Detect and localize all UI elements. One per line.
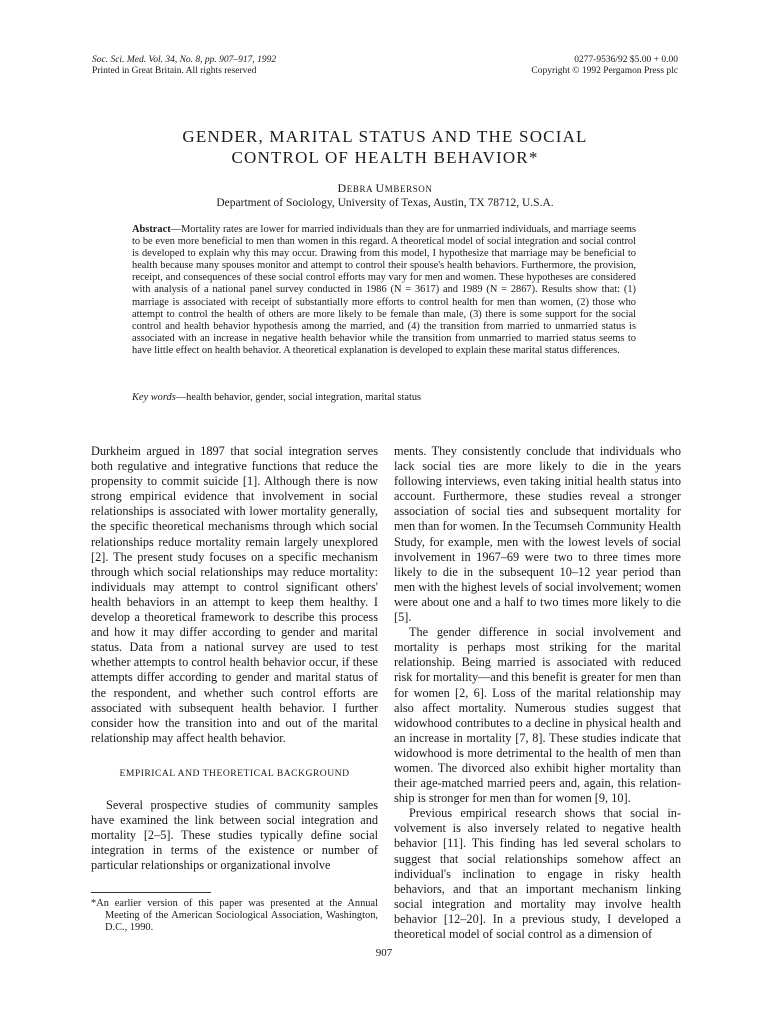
keywords-text: —health behavior, gender, social integration, marital status (175, 392, 422, 403)
gender-difference-paragraph: The gender difference in social involvement and mortality is perhaps most striking for the marital relationship. Being married is associated with reduced risk for mortality—and this benefit is greater for men than for women [2, 6]. Loss of the marital relationship may also affect mortality. Numerous studies suggest that widowhood contributes to a decline in physical health and an increase in mortality [7, 8]. These studies indicate that widowhood is more detrimental to the health of men than women. The divorced also exhibit higher mortality than their age-matched married peers and, again, this relationship is stronger for men than for women [9, 10]. (394, 625, 681, 806)
page-number: 907 (375, 947, 393, 959)
printed-notice: Printed in Great Britain. All rights reserved (92, 66, 257, 76)
continued-paragraph: ments. They consistently conclude that individuals who lack social ties are more likely to die in the years following interviews, even taking initial health status into account. Furthermore, these studies reveal a stronger association of social ties and subsequent mortality for men than for women. In the Tecumseh Community Health Study, for example, men with the lowest levels of social involvement in 1967–69 were two to three times more likely to die in the subsequent 10–12 year period than men with the highest levels of social involvement; women were about one and a half to two times more likely to die [5]. (394, 444, 681, 625)
author-name: DEBRA UMBERSON (337, 181, 433, 195)
title-line-1: GENDER, MARITAL STATUS AND THE SOCIAL (182, 127, 588, 146)
right-column (394, 444, 681, 942)
left-column (91, 444, 378, 873)
author-affiliation: Department of Sociology, University of Texas, Austin, TX 78712, U.S.A. (216, 197, 554, 209)
footnote: *An earlier version of this paper was presented at the Annual Meeting of the American Sociological Association, Washington, D.C., 1990. (91, 898, 378, 933)
issn-price: 0277-9536/92 $5.00 + 0.00 (574, 55, 678, 65)
health-behavior-paragraph: Previous empirical research shows that social involvement is also inversely related to negative health behavior [11]. This finding has led several scholars to suggest that social relationships somehow affect an individual's inclination to engage in risky health behaviors, and that an important mechanism linking social integration and mortality may involve health behavior [12–20]. In a previous study, I developed a theoretical model of social control as a dimension of (394, 806, 681, 941)
background-paragraph: Several prospective studies of community samples have examined the link between social integration and mortality [2–5]. These studies typically define social integration in terms of the existence or number of particular relationships or organizational involve (91, 797, 378, 873)
copyright-notice: Copyright © 1992 Pergamon Press plc (531, 66, 678, 76)
title-line-2: CONTROL OF HEALTH BEHAVIOR* (231, 148, 539, 167)
footnote-divider (91, 892, 211, 893)
section-heading: EMPIRICAL AND THEORETICAL BACKGROUND (119, 767, 350, 779)
abstract-text: —Mortality rates are lower for married individuals than they are for unmarried individuals, and marriage seems to be even more beneficial to men than women in this regard. A theoretical model of social integration and social control is developed to explain why this may occur. Drawing from this model, I hypothesize that marriage may be beneficial to health because many spouses monitor and attempt to control their spouse's health behaviors. Furthermore, the provision, receipt, and consequences of these social control efforts may vary for men and women. These hypotheses are considered with analysis of a national panel survey conducted in 1986 (N = 3617) and 1989 (N = 2867). Results show that: (1) marriage is associated with receipt of substantially more efforts to control health for men than women, (2) those who attempt to control the health of others are more likely to be female than male, (3) there is some support for the social control and health behavior hypothesis among the married, and (4) the transition from married to unmarried status is associated with an increase in negative health behavior while the transition from unmarried to married status seems to have little effect on health behavior. A theoretical explanation is developed to explain these marital status differences. (132, 224, 636, 356)
abstract (132, 224, 636, 357)
keywords-label: Key words (132, 392, 176, 403)
journal-citation: Soc. Sci. Med. Vol. 34, No. 8, pp. 907–917, 1992 (92, 55, 277, 65)
intro-paragraph: Durkheim argued in 1897 that social integration serves both regulative and integrative functions that reduce the propensity to commit suicide [1]. Although there is now strong empirical evidence that involvement in social relationships is associated with lower mortality generally, the specific theoretical mechanisms through which social relationships reduce mortality remain largely unexplored [2]. The present study focuses on a specific mechanism through which social relationships may reduce mortality: individuals may attempt to control significant others' health behaviors in an attempt to keep them healthy. I develop a theoretical framework to describe this process and how it may differ according to gender and marital status. Data from a national survey are used to test whether attempts to control health behavior occur, if these attempts differ according to gender and marital status of the respondent, and whether such control efforts are associated with subsequent health behavior. I further consider how the transition into and out of the marital relationship may affect health behavior. (91, 444, 378, 745)
journal-header-left (92, 55, 276, 77)
article-title (92, 126, 678, 168)
journal-header-right (531, 55, 678, 77)
keywords (132, 392, 636, 404)
abstract-label: Abstract (132, 224, 171, 235)
